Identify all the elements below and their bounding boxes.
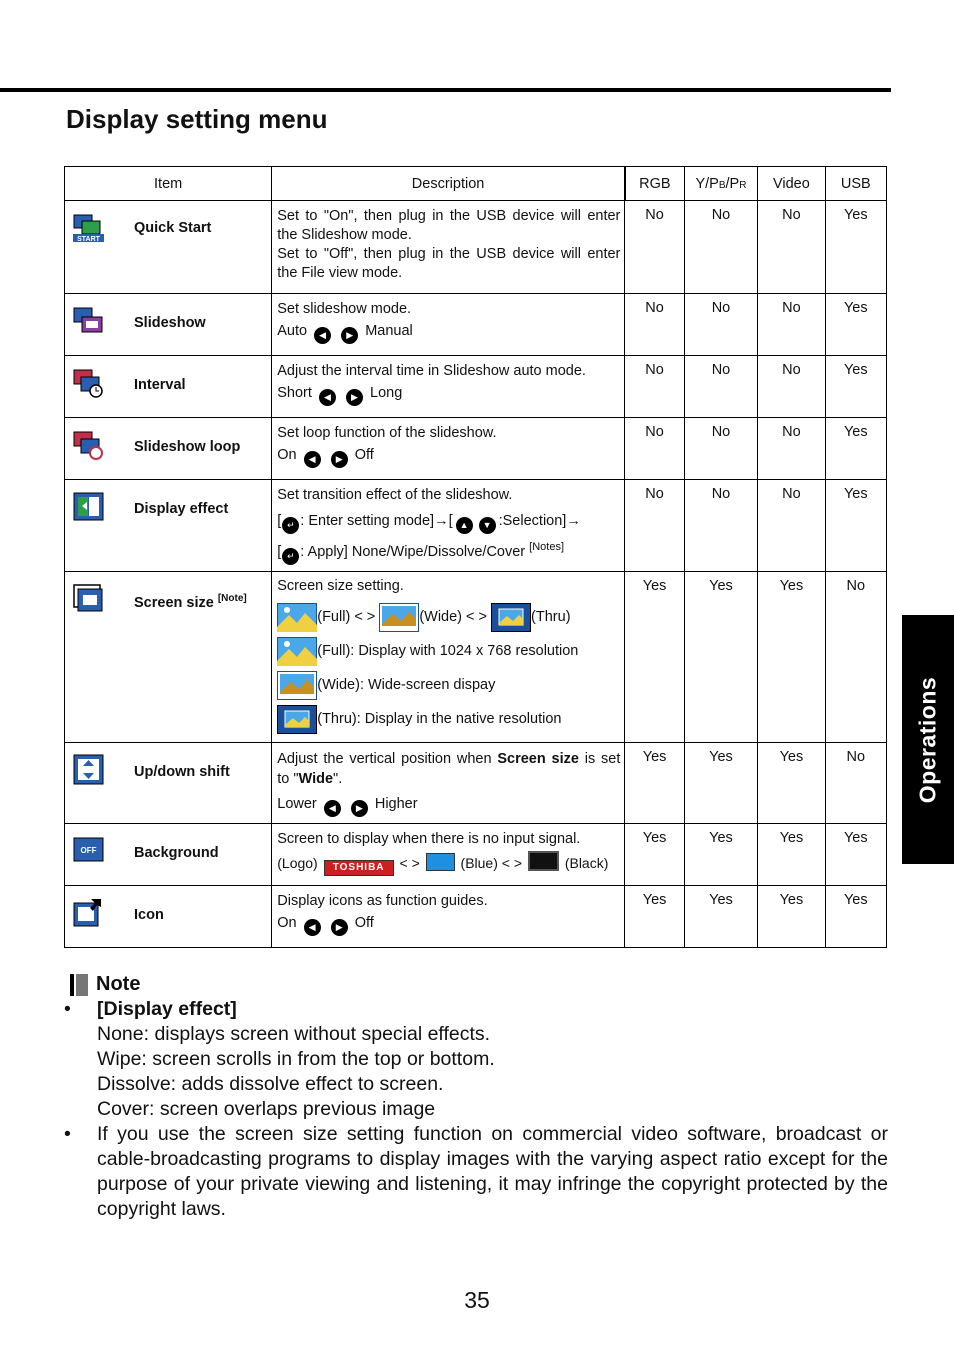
left-arrow-icon: ◀ [304,919,321,936]
usb-cell: Yes [825,885,886,947]
top-rule [0,88,891,92]
table-row [65,294,887,356]
description-text: : Enter setting mode] [300,513,435,529]
thru-screen-icon [277,705,317,734]
notes-reference: [Notes] [529,541,565,553]
note-reference: [Note] [217,592,247,604]
header-usb: USB [825,167,886,201]
table-row [65,356,887,418]
option-left: On [277,914,297,931]
description-text: : Apply] None/Wipe/Dissolve/Cover [300,543,526,560]
page-title: Display setting menu [66,104,328,134]
rgb-cell: No [625,356,684,418]
usb-cell: Yes [825,480,886,572]
screen-size-icon [73,583,104,614]
item-label: Interval [134,377,186,393]
separator: < > [399,854,420,871]
interval-icon [73,367,104,398]
note-heading [70,972,888,997]
item-label: Icon [134,906,164,923]
bullet-dot: • [64,998,71,1020]
description-text: Adjust the interval time in Slideshow auto mode. [277,363,586,379]
wide-screen-icon [379,603,419,632]
bullet-line: Cover: screen overlaps previous image [97,1098,436,1120]
ypbpr-cell: No [684,480,757,572]
full-screen-icon [277,603,317,632]
black-swatch [528,851,559,871]
full-screen-icon [277,637,317,666]
video-cell: No [758,480,825,572]
description-text: Screen to display when there is no input signal. [277,830,581,847]
up-arrow-icon: ▲ [456,517,473,534]
logo-option: (Logo) [277,854,318,871]
item-label: Screen size [Note] [134,592,247,611]
description-text: Set to "On", then plug in the USB device will enter the Slideshow mode. [277,208,621,243]
rgb-cell: No [625,418,684,480]
item-label: Display effect [134,501,229,517]
description-text: Screen size setting. [277,577,404,594]
option-right: Manual [365,323,413,339]
list-item [64,1122,888,1222]
usb-cell: Yes [825,201,886,294]
video-cell: Yes [758,885,825,947]
header-rgb: RGB [625,167,684,201]
ypbpr-cell: Yes [684,742,757,823]
ypbpr-cell: No [684,201,757,294]
quick-start-icon [73,212,104,243]
bullet-heading: [Display effect] [97,998,237,1020]
table-row [65,418,887,480]
right-arrow-icon: ▶ [331,451,348,468]
note-title: Note [96,973,141,995]
ypbpr-cell: No [684,356,757,418]
description-text: Set to "Off", then plug in the USB device will enter the File view mode. [277,246,621,281]
description-text: Set slideshow mode. [277,301,412,317]
slideshow-loop-icon [73,429,104,460]
video-cell: Yes [758,823,825,885]
toshiba-logo: TOSHIBA [324,860,394,876]
rgb-cell: No [625,294,684,356]
ypbpr-cell: Yes [684,823,757,885]
enter-button-icon: ↵ [282,548,299,565]
separator: < > [501,854,523,871]
option-left: Auto [277,323,308,339]
item-label: Up/down shift [134,763,230,780]
header-video: Video [758,167,825,201]
description-text: Set loop function of the slideshow. [277,425,497,441]
rgb-cell: No [625,480,684,572]
side-tab-label: Operations [914,676,941,803]
video-cell: No [758,201,825,294]
bullet-dot: • [64,1123,71,1145]
bullet-line: Dissolve: adds dissolve effect to screen. [97,1073,444,1095]
item-label: Slideshow loop [134,439,241,455]
description-text: (Full): Display with 1024 x 768 resolution [317,642,579,659]
table-row [65,571,887,742]
video-cell: No [758,418,825,480]
rgb-cell: Yes [625,571,684,742]
separator: < > [354,608,376,625]
description-text: (Wide): Wide-screen dispay [317,676,496,693]
side-tab [902,615,954,864]
rgb-cell: No [625,201,684,294]
thru-label: (Thru) [531,608,571,625]
item-label: Slideshow [134,315,206,331]
left-arrow-icon: ◀ [314,327,331,344]
usb-cell: No [825,571,886,742]
ypbpr-cell: Yes [684,885,757,947]
usb-cell: Yes [825,356,886,418]
description-text: (Thru): Display in the native resolution [317,710,562,727]
video-cell: Yes [758,742,825,823]
option-left: Lower [277,795,317,812]
right-arrow-icon: ▶ [341,327,358,344]
full-label: (Full) [317,608,351,625]
ypbpr-cell: Yes [684,571,757,742]
rgb-cell: Yes [625,885,684,947]
usb-cell: Yes [825,294,886,356]
left-arrow-icon: ◀ [304,451,321,468]
usb-cell: Yes [825,823,886,885]
description-text: Set transition effect of the slideshow. [277,487,513,503]
black-option: (Black) [564,854,609,871]
slideshow-icon [73,305,104,336]
option-right: Off [354,914,374,931]
header-description: Description [272,167,625,201]
left-arrow-icon: ◀ [319,389,336,406]
description-text: Display icons as function guides. [277,892,488,909]
bullet-text: If you use the screen size setting function on commercial video software, broadcast or cable-broadcasting programs to display images with the varying aspect ratio except for the purpose of your private viewing and listening, it may infringe the copyright protected by the copyright laws. [97,1123,888,1220]
right-arrow-icon: ▶ [331,919,348,936]
header-item: Item [65,167,272,201]
item-label: Background [134,844,219,861]
description-text: Adjust the vertical position when Screen size is set to "Wide". [277,750,621,787]
video-cell: Yes [758,571,825,742]
blue-option: (Blue) [460,854,498,871]
table-row [65,823,887,885]
ypbpr-cell: No [684,418,757,480]
note-icon [70,974,88,996]
wide-label: (Wide) [419,608,463,625]
svg-text:OFF: OFF [80,845,97,855]
option-right: Long [370,385,403,401]
header-ypbpr: Y/PB/PR [684,167,757,201]
option-right: Off [354,447,374,463]
item-label: Quick Start [134,220,212,236]
option-left: On [277,447,297,463]
blue-swatch [426,853,455,871]
icon-setting-icon [73,897,104,928]
background-icon [73,835,104,866]
table-header-row [65,167,887,201]
video-cell: No [758,294,825,356]
video-cell: No [758,356,825,418]
right-arrow-icon: ▶ [346,389,363,406]
down-arrow-icon: ▼ [479,517,496,534]
up-down-shift-icon [73,754,104,785]
separator: < > [466,608,488,625]
ypbpr-cell: No [684,294,757,356]
enter-button-icon: ↵ [282,517,299,534]
display-effect-icon [73,491,104,522]
list-item [64,997,888,1122]
page-number: 35 [464,1287,490,1313]
display-setting-table [64,166,887,948]
description-text: :Selection] [498,513,567,529]
rgb-cell: Yes [625,742,684,823]
usb-cell: No [825,742,886,823]
table-row [65,885,887,947]
usb-cell: Yes [825,418,886,480]
option-right: Higher [374,795,418,812]
table-row: Display effect Set transition effect of the slideshow. [ ↵ : Enter setting mode]→[ ▲ ▼ :Selection]→ [ ↵ : Apply] None/Wipe/Dissolve/Cover [Notes] No No No Yes [65,480,887,572]
table-row [65,201,887,294]
note-section [64,972,888,1222]
thru-screen-icon [491,603,531,632]
right-arrow-icon: ▶ [351,800,368,817]
bullet-line: Wipe: screen scrolls in from the top or bottom. [97,1048,495,1070]
rgb-cell: Yes [625,823,684,885]
svg-text:START: START [77,236,100,243]
option-left: Short [277,385,312,401]
wide-screen-icon [277,671,317,700]
table-row [65,742,887,823]
bullet-line: None: displays screen without special effects. [97,1023,491,1045]
left-arrow-icon: ◀ [324,800,341,817]
